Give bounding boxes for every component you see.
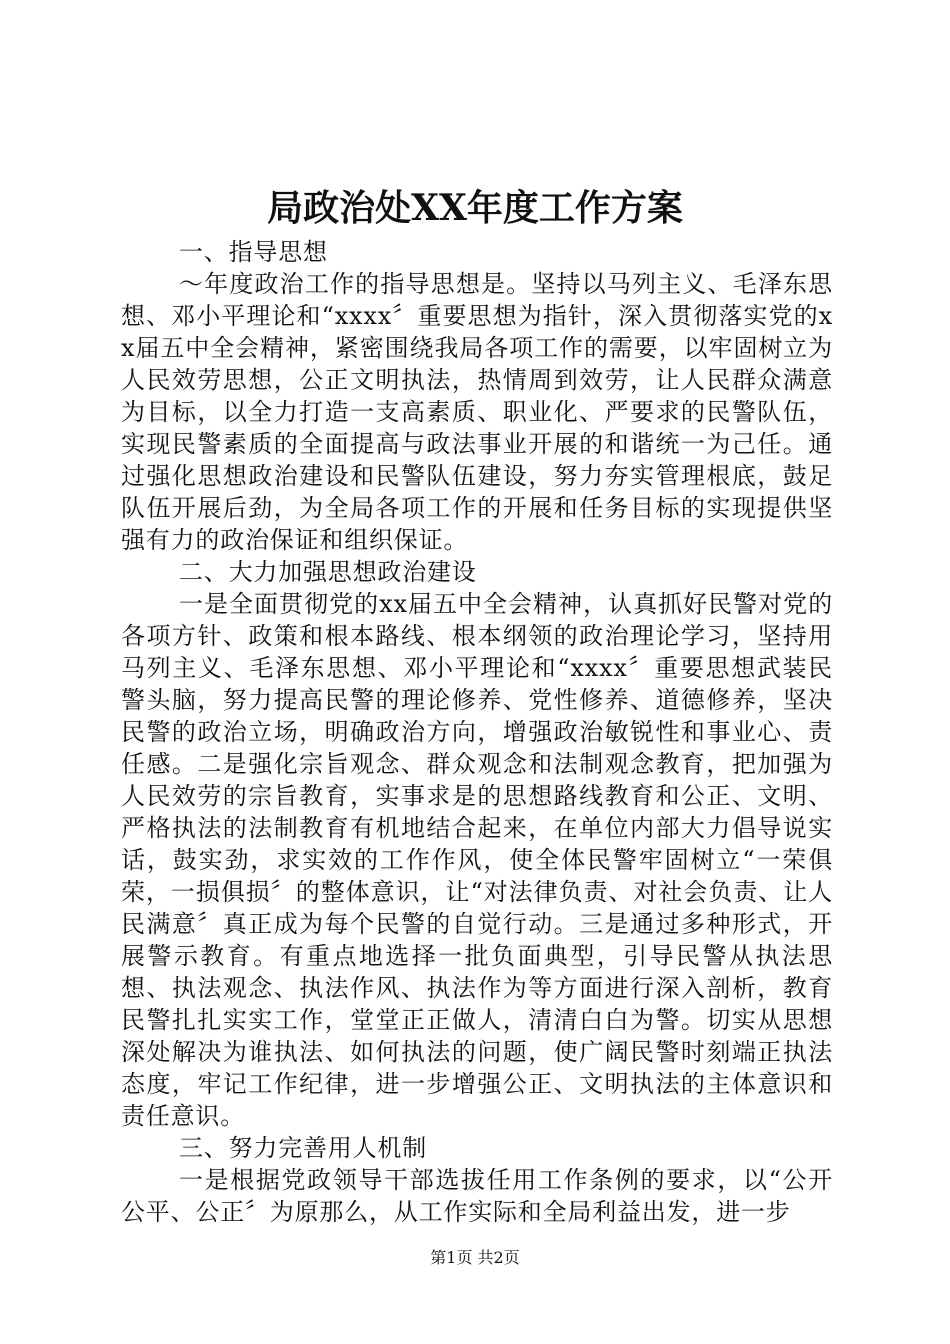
section-heading-employment-mechanism: 三、努力完善用人机制 [179,1134,427,1162]
paragraph-guiding-ideology: ～年度政治工作的指导思想是。坚持以马列主义、毛泽东思想、邓小平理论和“xxxx〞重要思想为指针，深入贯彻落实党的xx届五中全会精神，紧密围绕我局各项工作的需要，以牢固树立为人民效劳思想，公正文明执法，热情周到效劳，让人民群众满意为目标，以全力打造一支高素质、职业化、严要求的民警队伍，实现民警素质的全面提高与政法事业开展的和谐统一为己任。通过强化思想政治建设和民警队伍建设，努力夯实管理根底，鼓足队伍开展后劲，为全局各项工作的开展和任务目标的实现提供坚强有力的政治保证和组织保证。 [121,270,833,554]
document-body [121,236,833,1228]
paragraph-employment-mechanism: 一是根据党政领导干部选拔任用工作条例的要求，以“公开公平、公正〞为原那么，从工作实际和全局利益出发，进一步 [121,1166,833,1226]
document-title: 局政治处XX年度工作方案 [267,187,683,229]
section-heading-guiding-ideology: 一、指导思想 [179,238,328,266]
section-heading-political-construction: 二、大力加强思想政治建设 [179,558,477,586]
paragraph-political-construction: 一是全面贯彻党的xx届五中全会精神，认真抓好民警对党的各项方针、政策和根本路线、根本纲领的政治理论学习，坚持用马列主义、毛泽东思想、邓小平理论和“xxxx〞重要思想武装民警头脑，努力提高民警的理论修养、党性修养、道德修养，坚决民警的政治立场，明确政治方向，增强政治敏锐性和事业心、责任感。二是强化宗旨观念、群众观念和法制观念教育，把加强为人民效劳的宗旨教育，实事求是的思想路线教育和公正、文明、严格执法的法制教育有机地结合起来，在单位内部大力倡导说实话，鼓实劲，求实效的工作作风，使全体民警牢固树立“一荣俱荣，一损俱损〞的整体意识，让“对法律负责、对社会负责、让人民满意〞真正成为每个民警的自觉行动。三是通过多种形式，开展警示教育。有重点地选择一批负面典型，引导民警从执法思想、执法观念、执法作风、执法作为等方面进行深入剖析，教育民警扎扎实实工作，堂堂正正做人，清清白白为警。切实从思想深处解决为谁执法、如何执法的问题，使广阔民警时刻端正执法态度，牢记工作纪律，进一步增强公正、文明执法的主体意识和责任意识。 [121,590,833,1130]
page-footer: 第1页 共2页 [430,1248,520,1267]
